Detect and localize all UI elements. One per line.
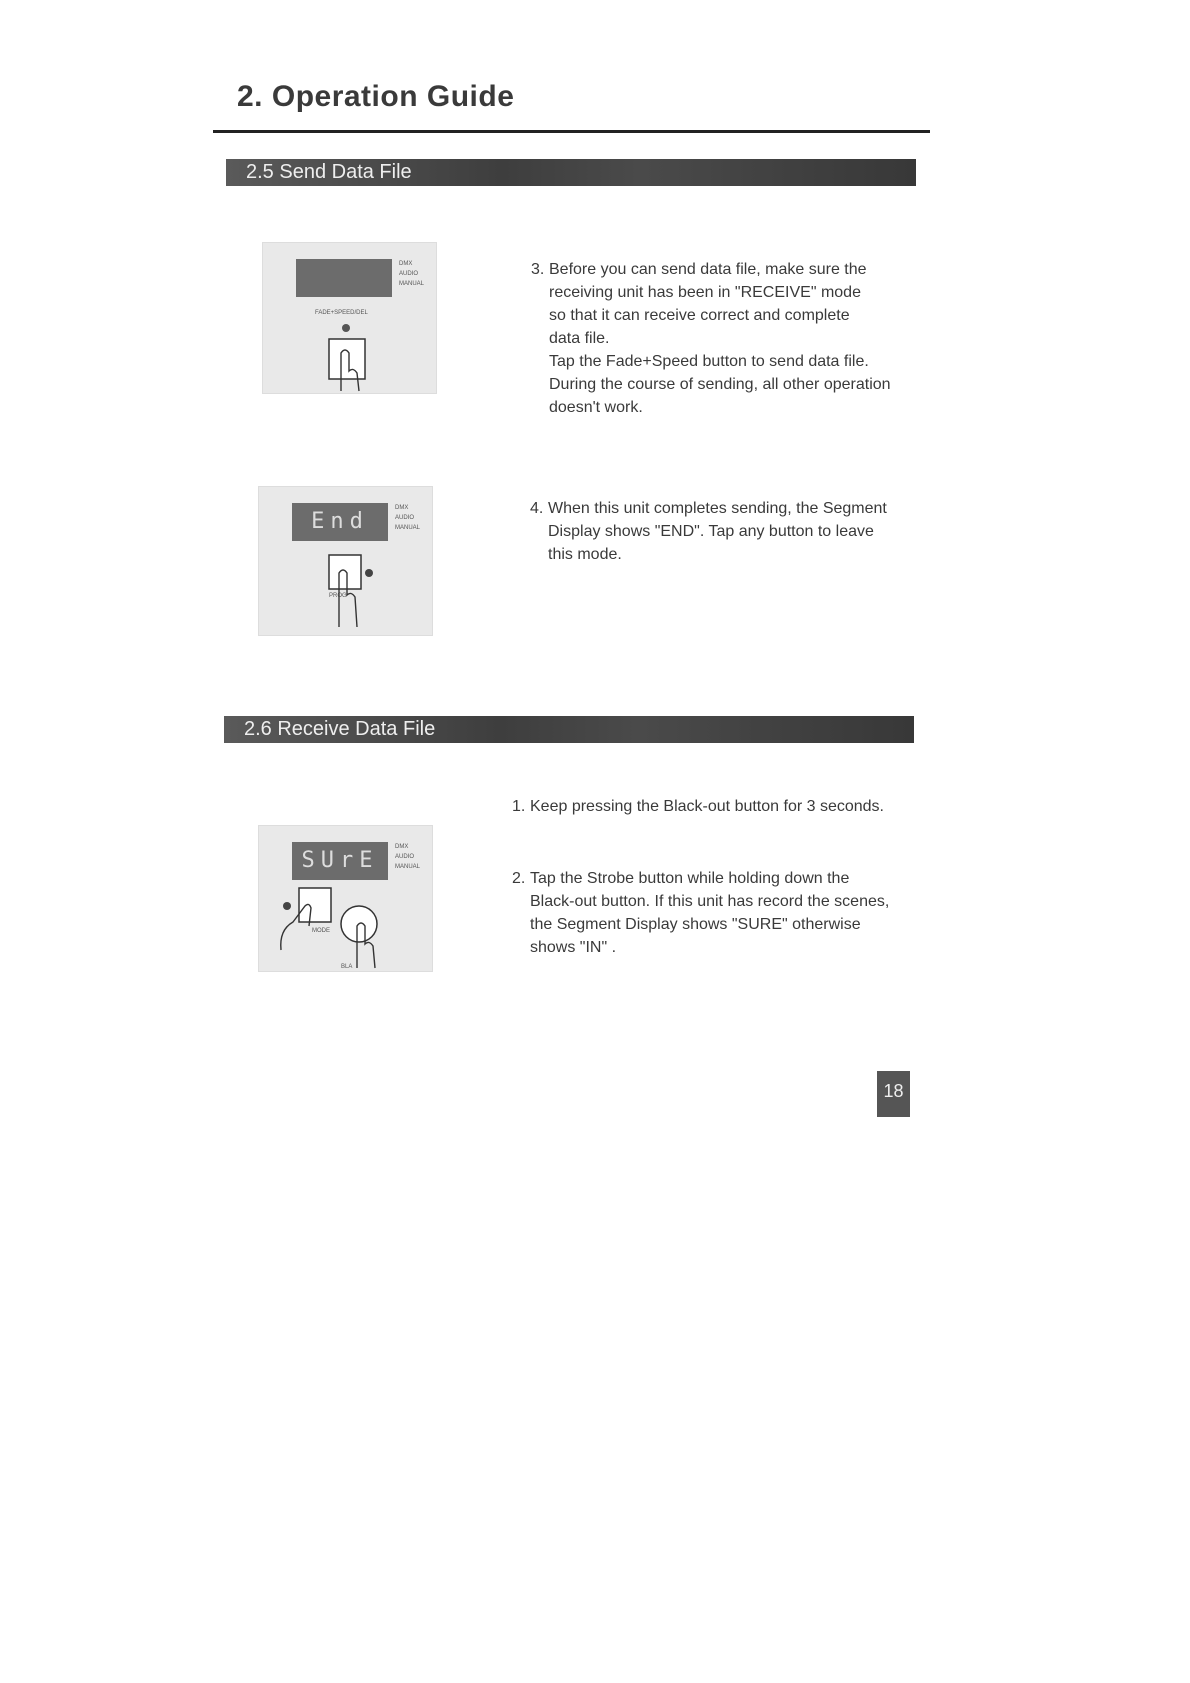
button-label: PROG [329, 593, 347, 599]
segment-display: SUrE [292, 842, 388, 880]
step-line: data file. [549, 330, 610, 347]
figure-sure-display [258, 825, 433, 972]
step-receive-2 [512, 867, 932, 959]
step-line: so that it can receive correct and complete [549, 307, 850, 324]
press-finger-icon [263, 243, 436, 413]
mode-audio-label: AUDIO [395, 854, 415, 860]
segment-display: End [292, 503, 388, 541]
step-line: this mode. [548, 546, 622, 563]
mode-audio-label: AUDIO [399, 271, 419, 277]
button-label: FADE+SPEED/DEL [315, 310, 368, 316]
step-send-3 [531, 258, 931, 419]
mode-manual-label: MANUAL [399, 281, 425, 287]
step-line: Tap the Fade+Speed button to send data file. [549, 353, 869, 370]
step-line: the Segment Display shows "SURE" otherwise [530, 916, 861, 933]
step-number: 3. [531, 261, 545, 278]
page-number: 18 [877, 1071, 910, 1117]
step-line: During the course of sending, all other operation [549, 376, 891, 393]
figure-send-button [262, 242, 437, 394]
mode-dmx-label: DMX [395, 505, 409, 511]
step-line: Keep pressing the Black-out button for 3 seconds. [530, 798, 884, 815]
press-finger-icon [259, 487, 432, 635]
mode-dmx-label: DMX [395, 844, 409, 850]
mode-audio-label: AUDIO [395, 515, 415, 521]
step-line: Display shows "END". Tap any button to leave [548, 523, 874, 540]
mode-manual-label: MANUAL [395, 864, 421, 870]
title-divider [213, 130, 930, 133]
step-receive-1 [512, 795, 932, 818]
press-two-fingers-icon [259, 826, 432, 971]
step-line: Black-out button. If this unit has record the scenes, [530, 893, 890, 910]
button2-label: BLA [341, 964, 353, 970]
mode-manual-label: MANUAL [395, 525, 421, 531]
section-heading-receive [224, 716, 914, 743]
section-heading-send [226, 159, 916, 186]
section-heading-send-label: 2.5 Send Data File [246, 161, 412, 183]
step-line: doesn't work. [549, 399, 643, 416]
step-line: Tap the Strobe button while holding down the [530, 870, 850, 887]
step-line: receiving unit has been in "RECEIVE" mode [549, 284, 861, 301]
section-heading-receive-label: 2.6 Receive Data File [244, 718, 436, 740]
step-line: Before you can send data file, make sure the [549, 261, 867, 278]
step-send-4 [530, 497, 930, 566]
page-title: 2. Operation Guide [237, 80, 515, 113]
step-number: 2. [512, 870, 526, 887]
button-label: MODE [312, 928, 330, 934]
mode-dmx-label: DMX [399, 261, 413, 267]
step-number: 4. [530, 500, 544, 517]
step-number: 1. [512, 798, 526, 815]
step-line: When this unit completes sending, the Segment [548, 500, 887, 517]
step-line: shows "IN" . [530, 939, 617, 956]
figure-end-display [258, 486, 433, 636]
